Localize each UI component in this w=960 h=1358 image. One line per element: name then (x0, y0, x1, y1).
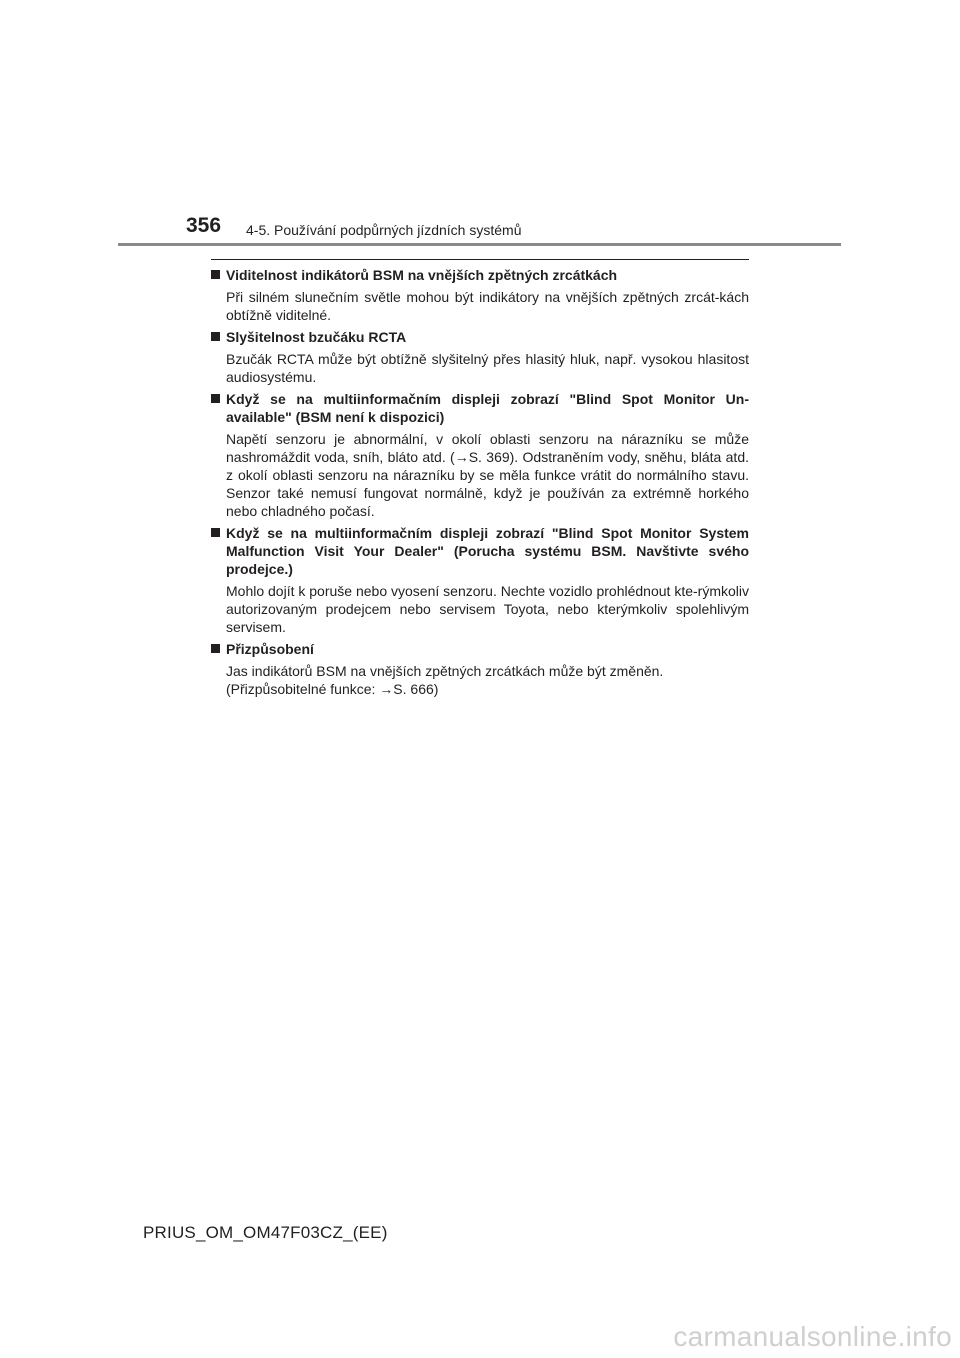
square-bullet-icon (211, 270, 220, 279)
note-item-rcta-buzzer (211, 328, 749, 386)
note-heading (211, 524, 749, 578)
watermark: carmanualsonline.info (673, 1321, 952, 1352)
square-bullet-icon (211, 394, 220, 403)
note-item-customization (211, 640, 749, 698)
square-bullet-icon (211, 528, 220, 537)
note-body: Napětí senzoru je abnormální, v okolí oblasti senzoru na nárazníku se může nashromáždit voda, sníh, bláto atd. (→S. 369). Odstraněním vody, sněhu, bláta atd. z okolí oblasti senzoru na nárazníku by se měla funkce vrátit do normálního stavu. Senzor také nemusí fungovat normálně, když je používán za extrémně horkého nebo chladného počasí. (226, 431, 749, 519)
note-heading (211, 640, 749, 658)
page-number: 356 (186, 214, 222, 237)
note-item-bsm-malfunction (211, 524, 749, 636)
square-bullet-icon (211, 332, 220, 341)
square-bullet-icon (211, 644, 220, 653)
note-body (211, 662, 749, 698)
note-heading-text: Přizpůsobení (226, 641, 314, 657)
note-body: Bzučák RCTA může být obtížně slyšitelný přes hlasitý hluk, např. vysokou hlasitost audiosystému. (226, 351, 749, 385)
note-item-bsm-unavailable (211, 390, 749, 520)
note-heading-text: Slyšitelnost bzučáku RCTA (226, 329, 407, 345)
section-title: 4-5. Používání podpůrných jízdních systémů (246, 222, 522, 238)
note-heading (211, 328, 749, 346)
note-heading-text: Když se na multiinformačním displeji zobrazí "Blind Spot Monitor System Malfunction Visit Your Dealer" (Porucha systému BSM. Navštivte svého prodejce.) (226, 525, 749, 577)
content-area (211, 266, 749, 702)
note-body-line: Jas indikátorů BSM na vnějších zpětných zrcátkách může být změněn. (226, 663, 664, 679)
note-heading-text: Když se na multiinformačním displeji zobrazí "Blind Spot Monitor Un-available" (BSM není k dispozici) (226, 391, 749, 425)
note-heading (211, 390, 749, 426)
note-body-line: (Přizpůsobitelné funkce: →S. 666) (226, 681, 439, 697)
manual-code-footer: PRIUS_OM_OM47F03CZ_(EE) (143, 1223, 388, 1242)
note-body: Při silném slunečním světle mohou být indikátory na vnějších zpětných zrcát-kách obtížně viditelné. (226, 289, 749, 323)
note-body: Mohlo dojít k poruše nebo vyosení senzoru. Nechte vozidlo prohlédnout kte-rýmkoliv autorizovaným prodejcem nebo servisem Toyota, nebo kterýmkoliv spolehlivým servisem. (226, 583, 749, 635)
header-divider (118, 243, 841, 246)
content-top-divider (211, 259, 749, 260)
note-heading-text: Viditelnost indikátorů BSM na vnějších zpětných zrcátkách (226, 267, 618, 283)
note-item-bsm-visibility (211, 266, 749, 324)
note-heading (211, 266, 749, 284)
